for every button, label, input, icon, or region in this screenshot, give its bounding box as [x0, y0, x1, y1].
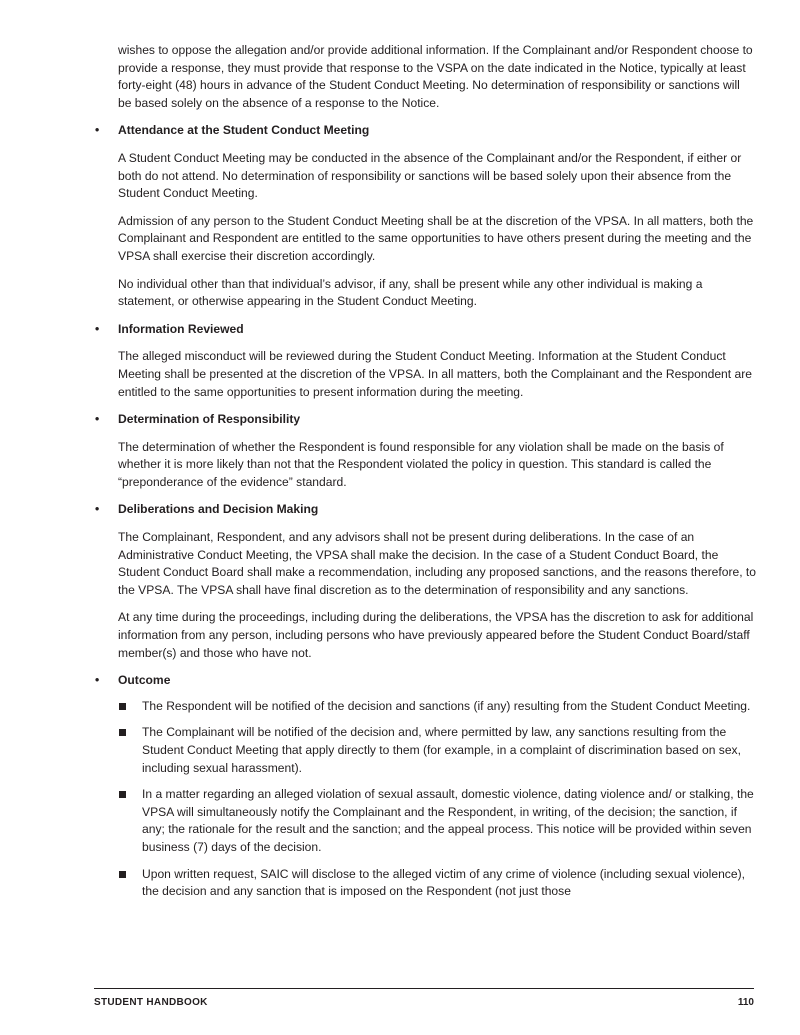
list-item — [118, 786, 756, 856]
section-heading-text: Information Reviewed — [118, 321, 244, 336]
footer-title: STUDENT HANDBOOK — [94, 997, 208, 1008]
section-heading-text: Attendance at the Student Conduct Meeting — [118, 123, 370, 138]
paragraph: The determination of whether the Respondent is found responsible for any violation shall be made on the basis of whether it is more likely than not that the Respondent violated the policy in question. This standard is called the “preponderance of the evidence” standard. — [118, 439, 724, 489]
paragraph: At any time during the proceedings, including during the deliberations, the VPSA has the discretion to ask for additional information from any person, including persons who have previously appeared before the Student Conduct Board/staff member(s) and those who have not. — [118, 610, 754, 660]
bullet-icon: • — [95, 412, 100, 427]
list-item — [118, 866, 756, 901]
section-heading-determination — [95, 411, 756, 429]
square-bullet-icon — [119, 729, 126, 736]
footer-divider — [94, 988, 754, 989]
section-heading-information-reviewed — [95, 321, 756, 339]
paragraph: The Complainant, Respondent, and any advisors shall not be present during deliberations. In the case of an Administrative Conduct Meeting, the VPSA shall make the decision. In the case of a Student Conduct Board, the Student Conduct Board shall make a recommendation, including any proposed sanctions, and the reasons therefore, to the VPSA. The VPSA shall have final discretion as to the determination of responsibility and any sanctions. — [118, 530, 756, 597]
page-content — [94, 42, 756, 910]
square-bullet-icon — [119, 791, 126, 798]
list-item-text: The Respondent will be notified of the decision and sanctions (if any) resulting from the Student Conduct Meeting. — [142, 698, 751, 713]
list-item-text: Upon written request, SAIC will disclose to the alleged victim of any crime of violence (including sexual violence), the decision and any sanction that is imposed on the Respondent (not just those — [142, 866, 745, 899]
list-item — [118, 698, 756, 716]
page-number: 110 — [737, 997, 754, 1008]
outcome-list — [118, 698, 756, 901]
section-heading-deliberations — [95, 501, 756, 519]
section-heading-text: Deliberations and Decision Making — [118, 502, 319, 517]
bullet-icon: • — [95, 123, 100, 138]
bullet-icon: • — [95, 502, 100, 517]
bullet-icon: • — [95, 321, 100, 336]
paragraph: Admission of any person to the Student Conduct Meeting shall be at the discretion of the VPSA. In all matters, both the Complainant and Respondent are entitled to the same opportunities to have others present during the meeting and the VPSA shall exercise their discretion accordingly. — [118, 213, 754, 263]
list-item-text: In a matter regarding an alleged violation of sexual assault, domestic violence, dating violence and/ or stalking, the VPSA will simultaneously notify the Complainant and the Respondent, in writing, of the decision; the sanction, if any; the rationale for the result and the sanction; and the appeal process. This notice will be provided within seven business (7) days of the decision. — [142, 787, 754, 854]
paragraph: A Student Conduct Meeting may be conducted in the absence of the Complainant and/or the Respondent, if either or both do not attend. No determination of responsibility or sanctions will be based solely upon their absence from the Student Conduct Meeting. — [118, 150, 742, 201]
list-item — [118, 724, 756, 777]
section-heading-text: Outcome — [118, 673, 171, 688]
list-item-text: The Complainant will be notified of the decision and, where permitted by law, any sanctions resulting from the Student Conduct Meeting that apply directly to them (for example, in a complaint of discrimination based on sex, including sexual harassment). — [142, 725, 741, 775]
square-bullet-icon — [119, 871, 126, 878]
section-heading-attendance — [95, 122, 756, 140]
section-heading-text: Determination of Responsibility — [118, 412, 301, 427]
paragraph: The alleged misconduct will be reviewed during the Student Conduct Meeting. Information at the Student Conduct Meeting shall be presented at the discretion of the VPSA. In all matters, both the Complainant and the Respondent are entitled to the same opportunities to present information during the meeting. — [118, 349, 752, 399]
bullet-icon: • — [95, 673, 100, 688]
square-bullet-icon — [119, 703, 126, 710]
paragraph: No individual other than that individual’s advisor, if any, shall be present while any other individual is making a statement, or otherwise appearing in the Student Conduct Meeting. — [118, 276, 703, 309]
intro-paragraph: wishes to oppose the allegation and/or provide additional information. If the Complainant and/or Respondent choose to provide a response, they must provide that response to the VSPA on the date indicated in the Notice, typically at least forty-eight (48) hours in advance of the Student Conduct Meeting. No determination of responsibility or sanctions will be based solely on the absence of a response to the Notice. — [118, 43, 753, 110]
section-heading-outcome — [95, 672, 756, 690]
